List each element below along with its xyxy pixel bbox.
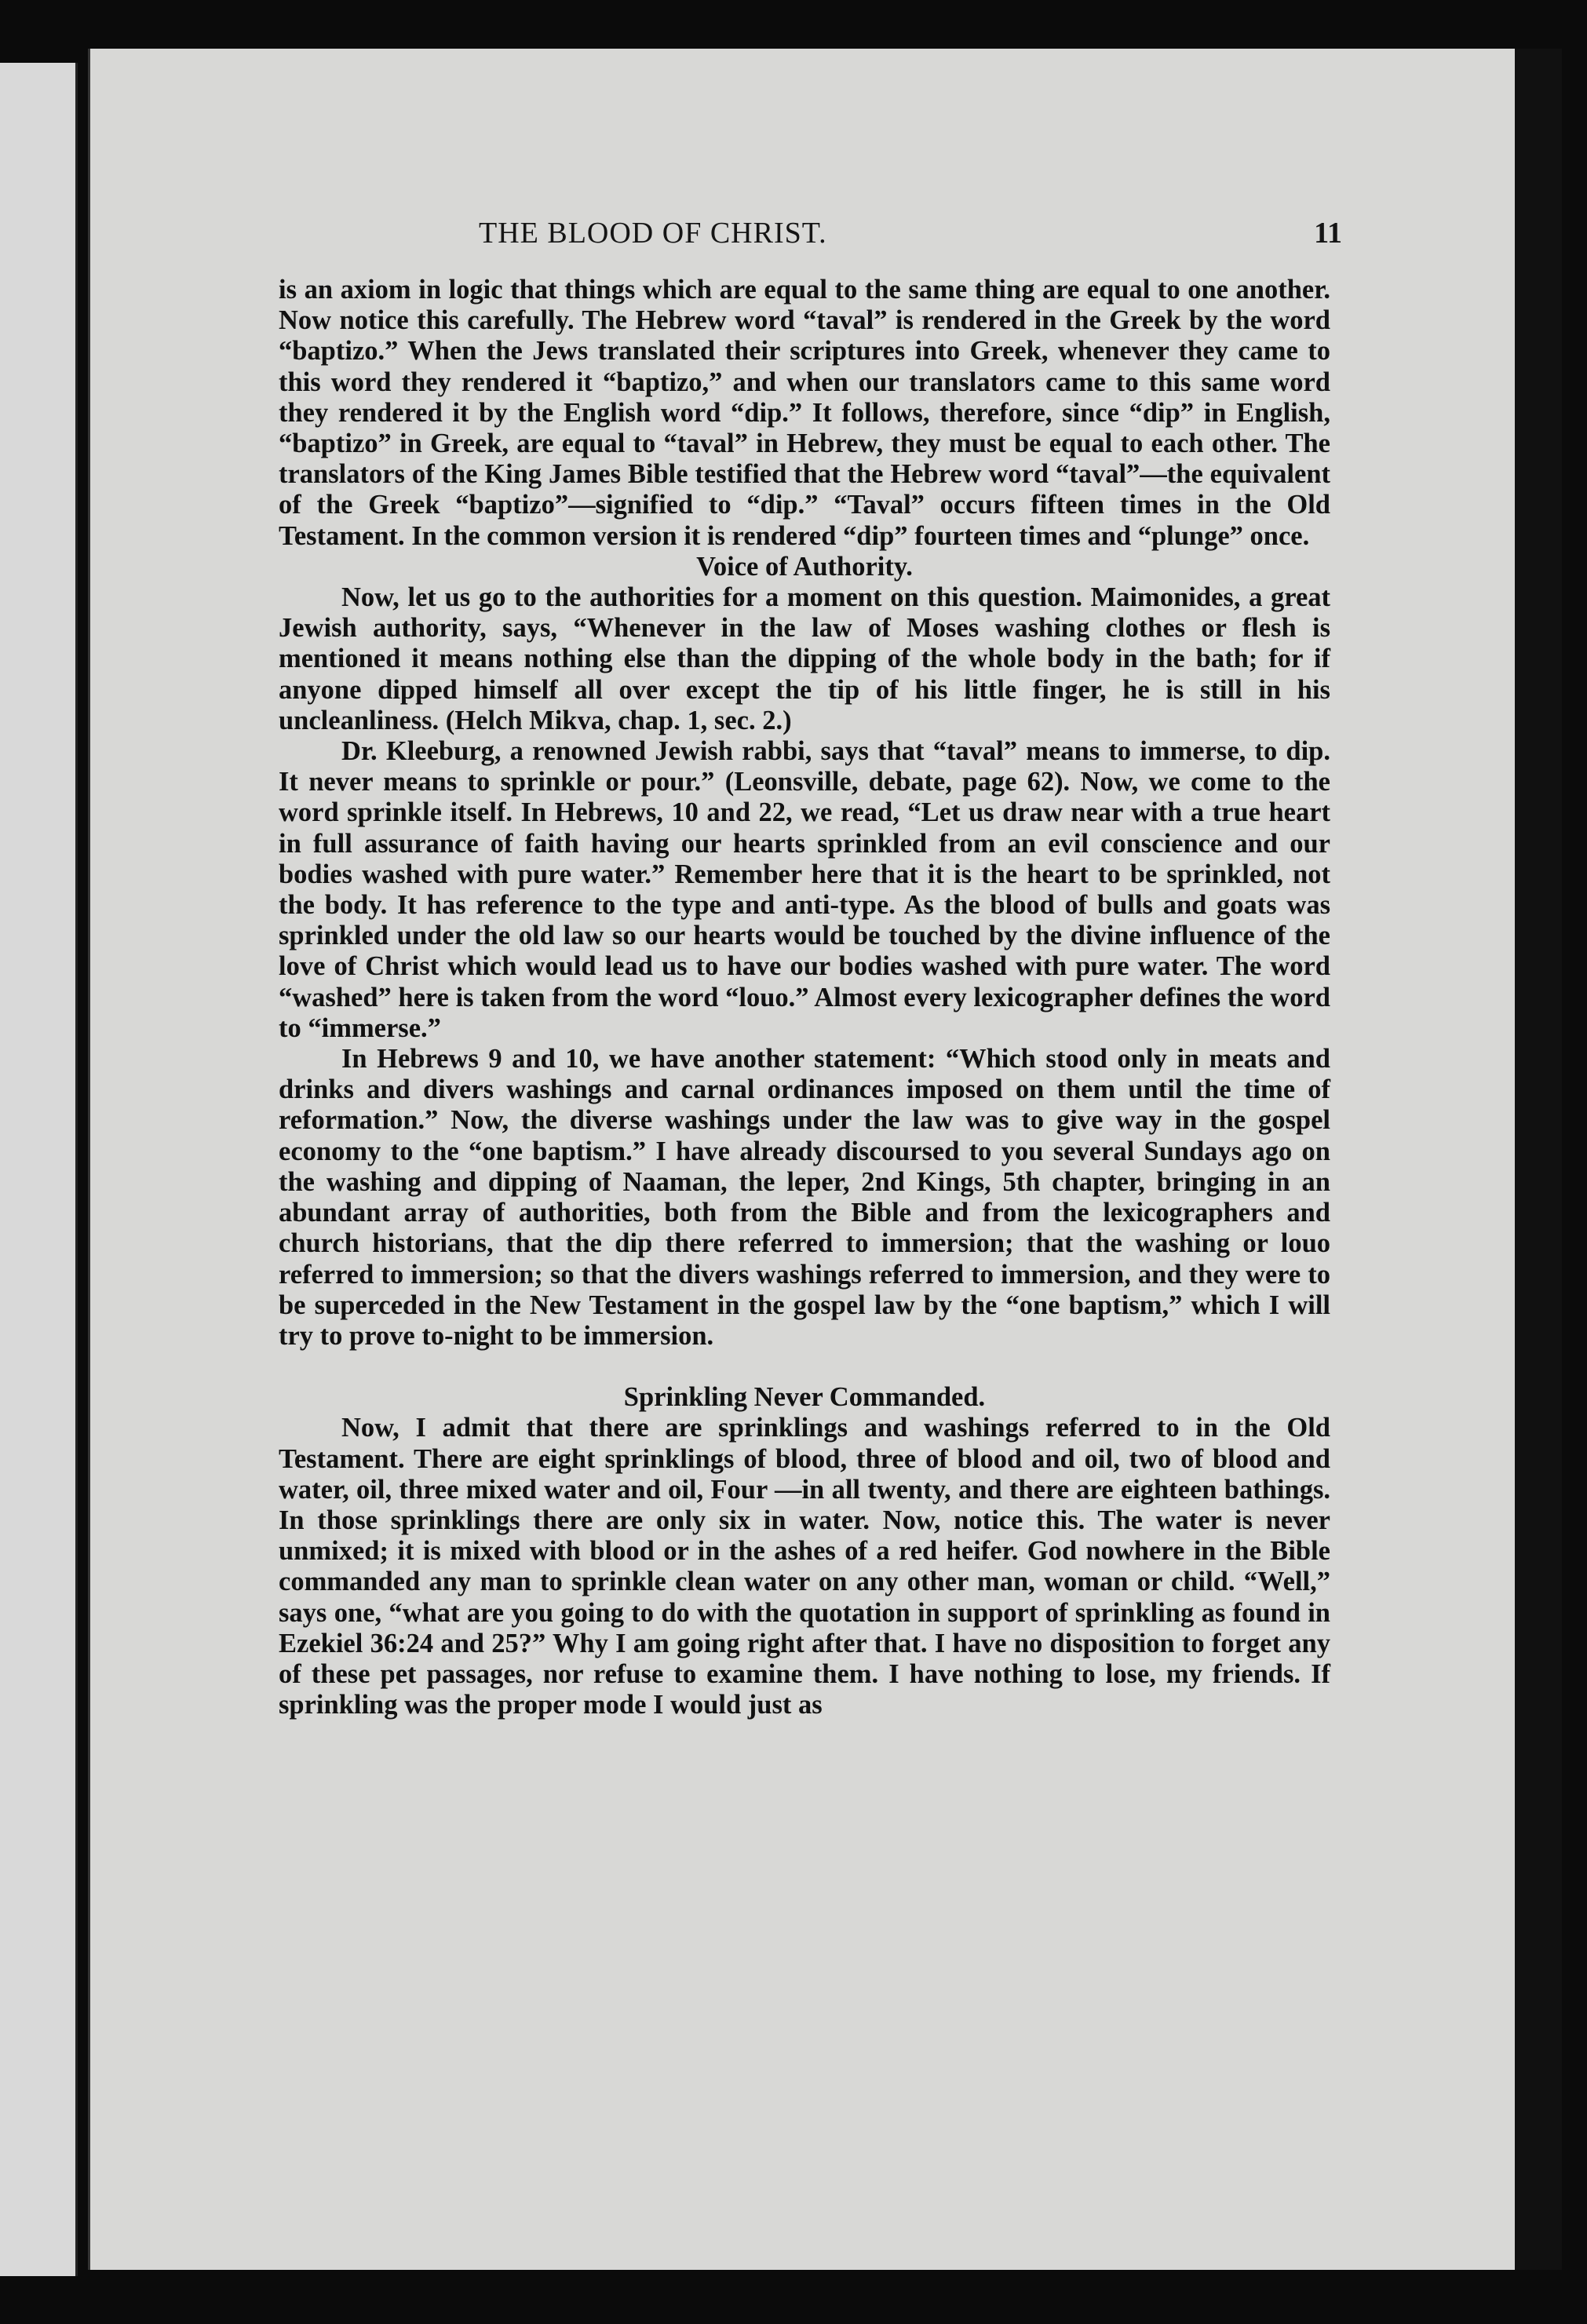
section-heading-voice-of-authority: Voice of Authority. [696, 551, 913, 582]
previous-page-edge [0, 63, 78, 2276]
running-title: THE BLOOD OF CHRIST. [479, 217, 827, 250]
paragraph-3: Dr. Kleeburg, a renowned Jewish rabbi, says that “taval” means to immerse, to dip. It never means to sprinkle or pour.” (Leonsville, debate, page 62). Now, we come to the word sprinkle itself. In Hebrews, 10 and 22, we read, “Let us draw near with a true heart in full assurance of faith having our hearts sprinkled from an evil conscience and our bodies washed with pure water.” Remember here that it is the heart to be sprinkled, not the body. It has reference to the type and anti-type. As the blood of bulls and goats was sprinkled under the old law so our hearts would be touched by the divine influence of the love of Christ which would lead us to have our bodies washed with pure water. The word “washed” here is taken from the word “louo.” Almost every lexicographer defines the word to “immerse.” [279, 736, 1330, 1043]
paragraph-1: is an axiom in logic that things which are equal to the same thing are equal to one another. Now notice this carefully. The Hebrew word “taval” is rendered in the Greek by the word “baptizo.” When the Jews translated their scriptures into Greek, whenever they came to this word they rendered it “baptizo,” and when our translators came to this same word they rendered it by the English word “dip.” It follows, therefore, since “dip” in English, “baptizo” in Greek, are equal to “taval” in Hebrew, they must be equal to each other. The translators of the King James Bible testified that the Hebrew word “taval”—the equivalent of the Greek “baptizo”—signified to “dip.” “Taval” occurs fifteen times in the Old Testament. In the common version it is rendered “dip” fourteen times and “plunge” once. [279, 275, 1330, 551]
page-header [479, 216, 1342, 263]
section-heading-sprinkling-never-commanded: Sprinkling Never Commanded. [623, 1382, 986, 1413]
body-text [279, 275, 1330, 1720]
page-number: 11 [1314, 217, 1342, 250]
paragraph-4: In Hebrews 9 and 10, we have another statement: “Which stood only in meats and drinks and divers washings and carnal ordinances imposed on them until the time of reformation.” Now, the diverse washings under the law was to give way in the gospel economy to the “one baptism.” I have already discoursed to you several Sundays ago on the washing and dipping of Naaman, the leper, 2nd Kings, 5th chapter, bringing in an abundant array of authorities, both from the Bible and from the lexicographers and church historians, that the dip there referred to immersion; that the washing or louo referred to immersion; so that the divers washings referred to immersion, and they were to be superceded in the New Testament in the gospel law by the “one baptism,” which I will try to prove to-night to be immersion. [279, 1044, 1330, 1351]
paragraph-2: Now, let us go to the authorities for a moment on this question. Maimonides, a great Jewish authority, says, “Whenever in the law of Moses washing clothes or flesh is mentioned it means nothing else than the dipping of the whole body in the bath; for if anyone dipped himself all over except the tip of his little finger, he is still in his uncleanliness. (Helch Mikva, chap. 1, sec. 2.) [279, 582, 1330, 735]
page-shadow [1515, 49, 1562, 2270]
paragraph-5: Now, I admit that there are sprinklings and washings referred to in the Old Testament. There are eight sprinklings of blood, three of blood and oil, two of blood and water, oil, three mixed water and oil, Four —in all twenty, and there are eighteen bathings. In those sprinklings there are only six in water. Now, notice this. The water is never unmixed; it is mixed with blood or in the ashes of a red heifer. God nowhere in the Bible commanded any man to sprinkle clean water on any other man, woman or child. “Well,” says one, “what are you going to do with the quotation in support of sprinkling as found in Ezekiel 36:24 and 25?” Why I am going right after that. I have no disposition to forget any of these pet passages, nor refuse to examine them. I have nothing to lose, my friends. If sprinkling was the proper mode I would just as [279, 1413, 1330, 1720]
